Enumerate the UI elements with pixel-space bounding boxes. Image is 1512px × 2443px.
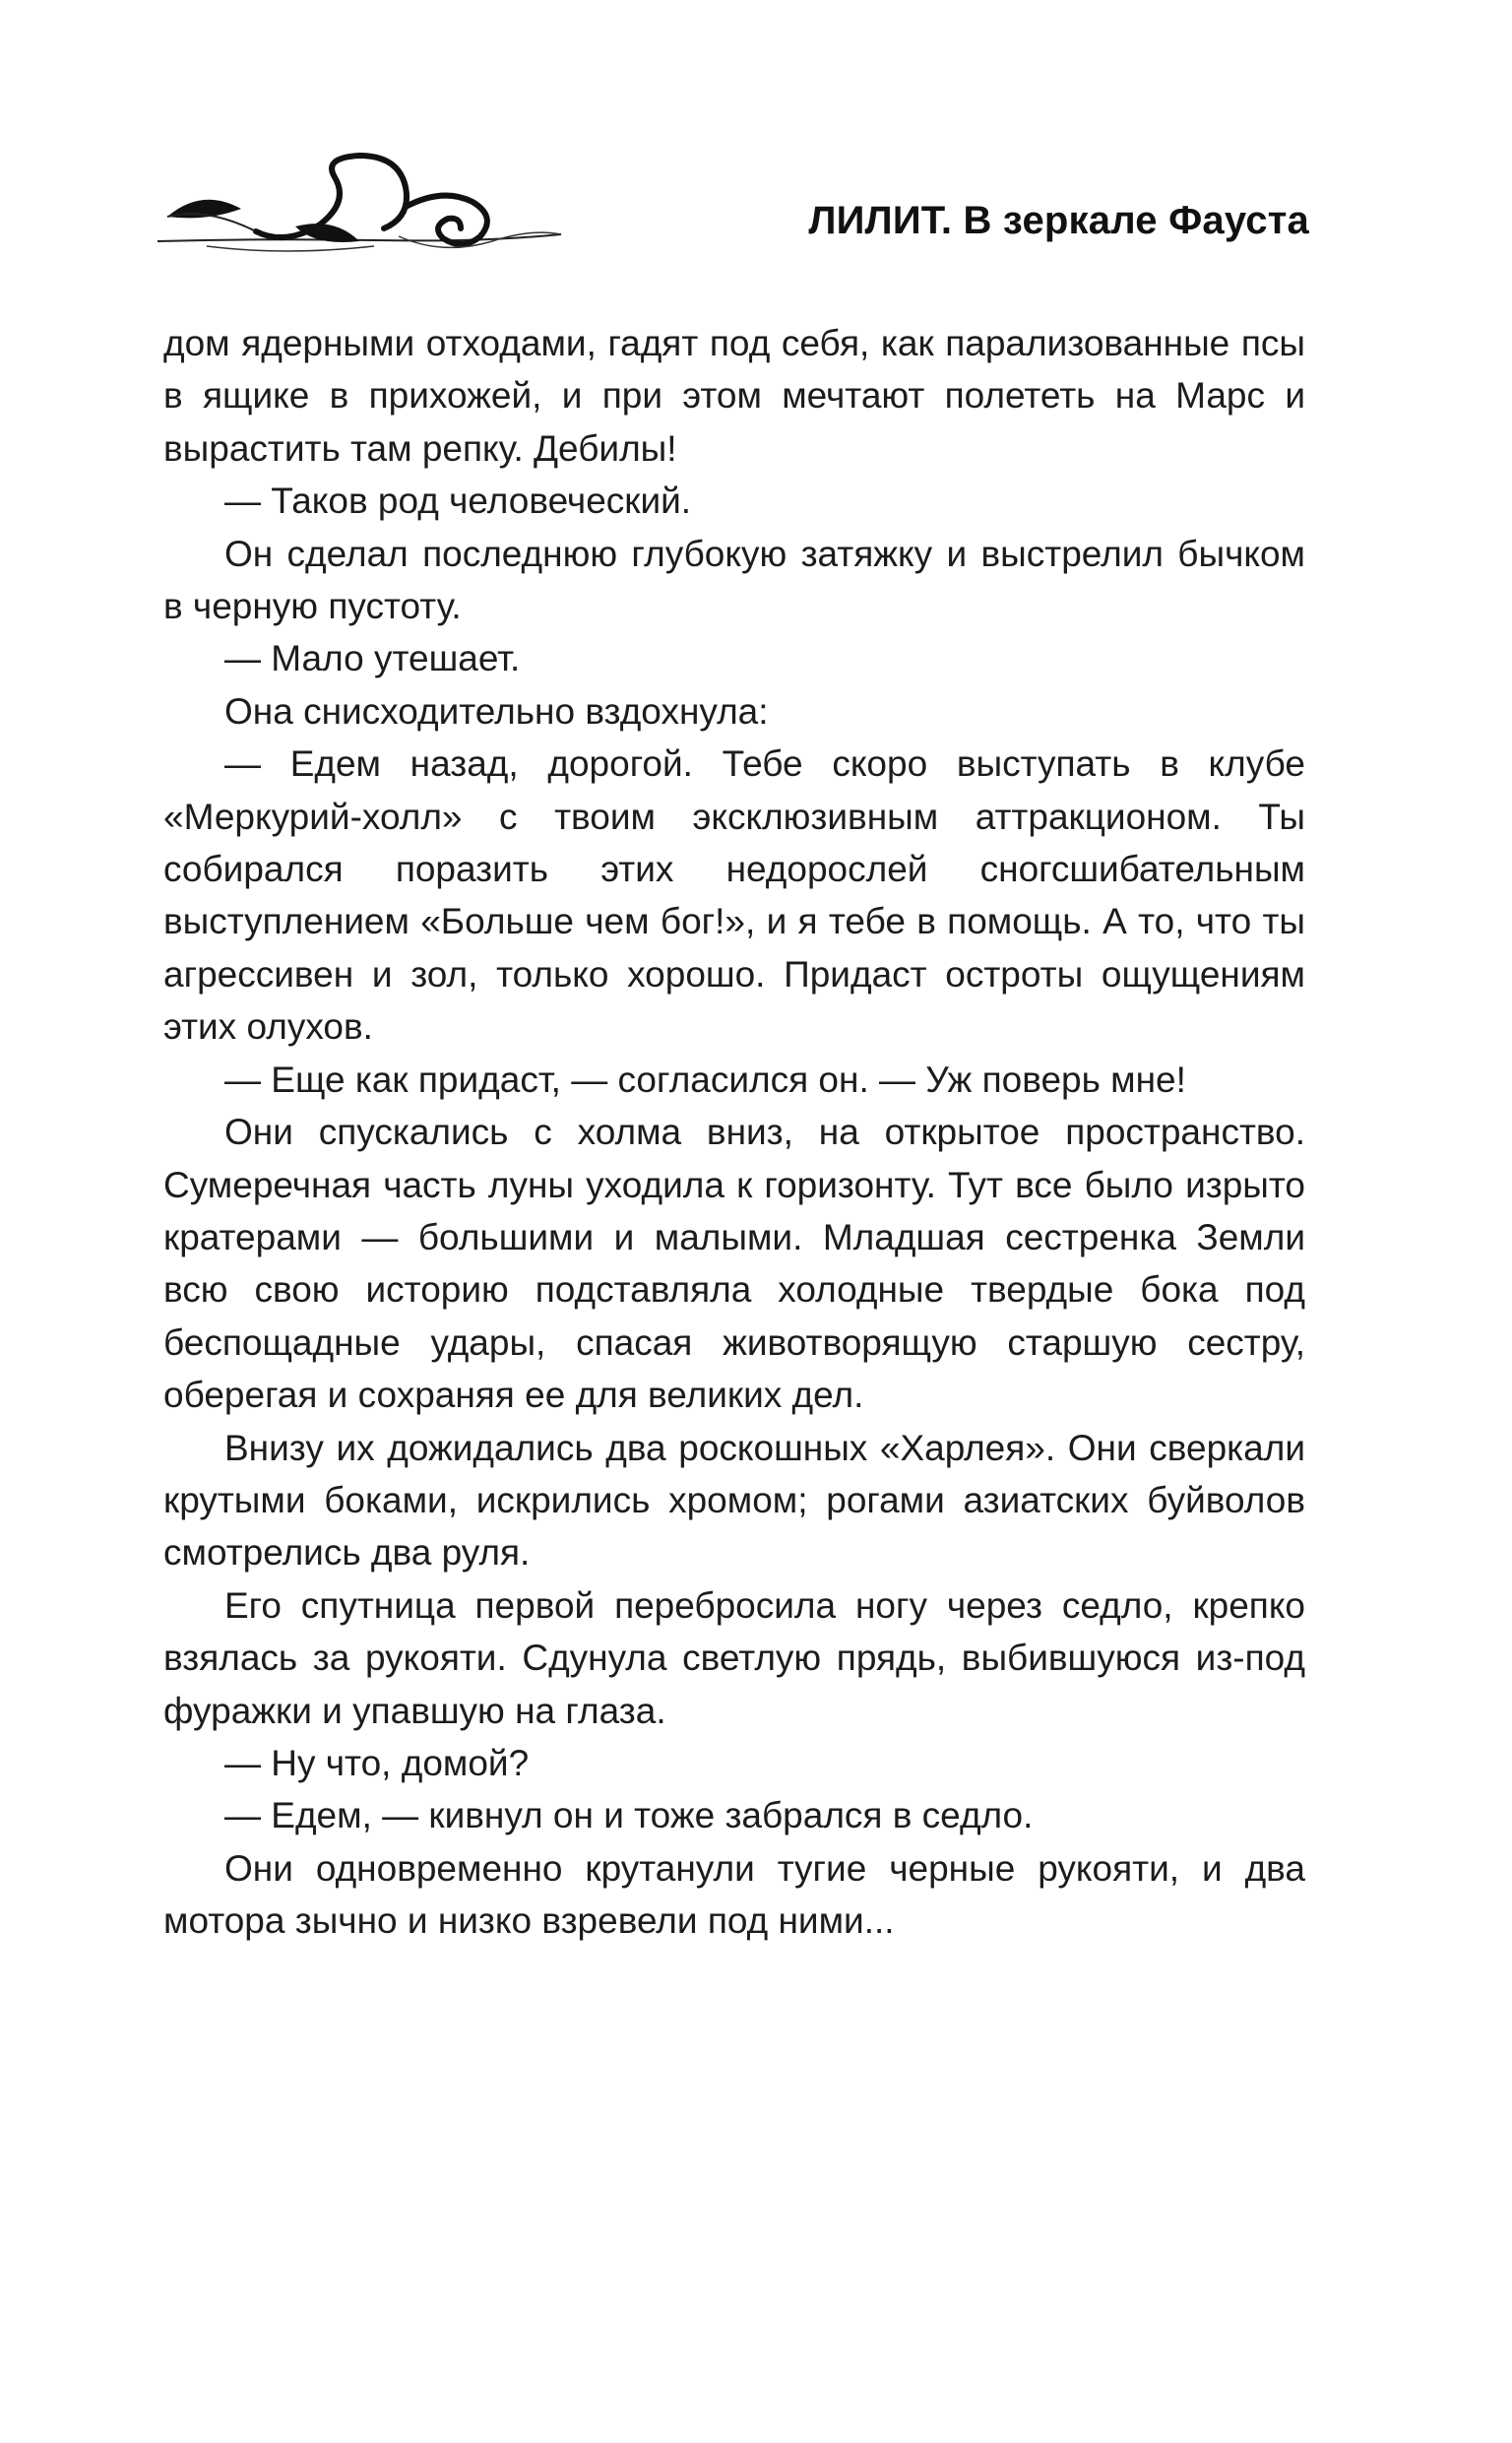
page-header <box>148 148 1309 266</box>
paragraph: — Еще как придаст, — согласился он. — Уж поверь мне! <box>224 1059 1186 1100</box>
running-title: ЛИЛИТ. В зеркале Фауста <box>808 199 1309 242</box>
paragraph: — Едем, — кивнул он и тоже забрался в седло. <box>224 1795 1034 1836</box>
paragraph: — Ну что, домой? <box>224 1742 530 1783</box>
paragraph: Они одновременно крутанули тугие черные рукояти, и два мотора зычно и низко взревели под ними... <box>163 1847 1305 1942</box>
paragraph: — Едем назад, дорогой. Тебе скоро выступать в клубе «Меркурий-холл» с твоим эксклюзивным аттракционом. Ты собирался поразить этих недорослей сногсшибательным выступлением «Больше чем бог!», и я тебе в помощь. А то, что ты агрессивен и зол, только хорошо. Придаст остроты ощущениям этих олухов. <box>163 743 1305 1048</box>
paragraph: Она снисходительно вздохнула: <box>224 690 769 732</box>
paragraph: Его спутница первой перебросила ногу через седло, крепко взялась за рукояти. Сдунула светлую прядь, выбившуюся из-под фуражки и упавшую на глаза. <box>163 1584 1305 1731</box>
flourish-ornament-icon <box>148 148 571 266</box>
paragraph: Внизу их дожидались два роскошных «Харлея». Они сверкали крутыми боками, искрились хромом; рогами азиатских буйволов смотрелись два руля. <box>163 1427 1305 1574</box>
paragraph: — Мало утешает. <box>224 638 521 679</box>
paragraph: Он сделал последнюю глубокую затяжку и выстрелил бычком в черную пустоту. <box>163 533 1305 627</box>
body-text <box>163 317 1305 1948</box>
paragraph: Они спускались с холма вниз, на открытое пространство. Сумеречная часть луны уходила к горизонту. Тут все было изрыто кратерами — большими и малыми. Младшая сестренка Земли всю свою историю подставляла холодные твердые бока под беспощадные удары, спасая животворящую старшую сестру, оберегая и сохраняя ее для великих дел. <box>163 1112 1305 1416</box>
paragraph: — Таков род человеческий. <box>224 481 692 522</box>
paragraph: дом ядерными отходами, гадят под себя, как парализованные псы в ящике в прихожей, и при этом мечтают полететь на Марс и вырастить там репку. Дебилы! <box>163 323 1305 469</box>
